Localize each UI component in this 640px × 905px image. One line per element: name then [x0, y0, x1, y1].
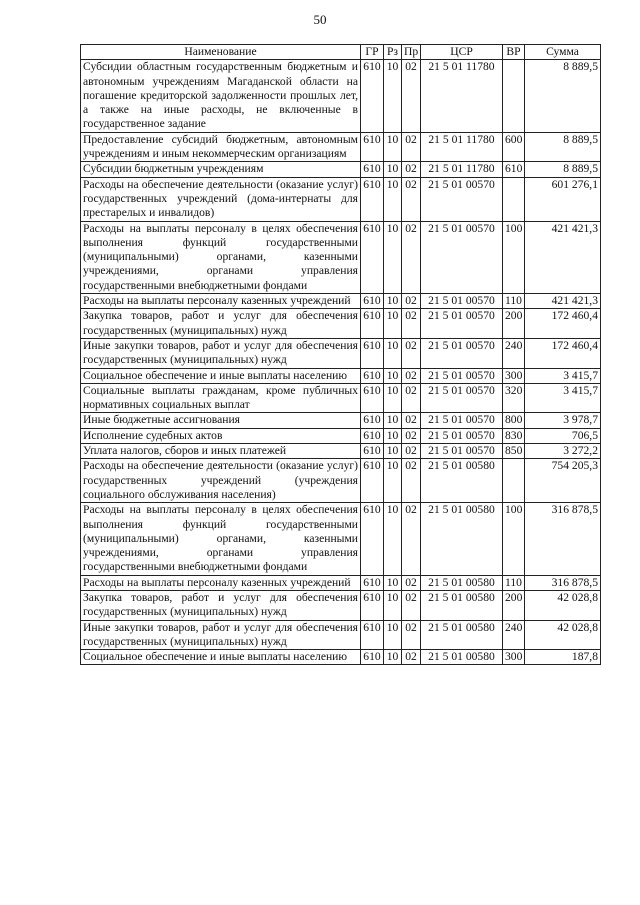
row-name: Расходы на обеспечение деятельности (оказание услуг) государственных учреждений (учреждения социального обслуживания населения) [81, 459, 361, 503]
row-pr: 02 [402, 338, 421, 368]
row-gr: 610 [361, 428, 384, 443]
row-vr: 600 [503, 132, 525, 162]
row-vr: 110 [503, 575, 525, 590]
row-vr: 320 [503, 383, 525, 413]
row-csr: 21 5 01 00580 [421, 650, 503, 665]
row-pr: 02 [402, 428, 421, 443]
row-gr: 610 [361, 294, 384, 309]
row-vr: 850 [503, 444, 525, 459]
row-pr: 02 [402, 444, 421, 459]
row-csr: 21 5 01 00570 [421, 309, 503, 339]
row-name: Социальные выплаты гражданам, кроме публичных нормативных социальных выплат [81, 383, 361, 413]
row-sum: 421 421,3 [525, 294, 601, 309]
budget-table [80, 44, 601, 665]
row-name: Социальное обеспечение и иные выплаты населению [81, 650, 361, 665]
row-name: Субсидии бюджетным учреждениям [81, 162, 361, 177]
row-sum: 601 276,1 [525, 177, 601, 221]
row-pr: 02 [402, 132, 421, 162]
row-name: Предоставление субсидий бюджетным, автономным учреждениям и иным некоммерческим организациям [81, 132, 361, 162]
row-sum: 172 460,4 [525, 338, 601, 368]
row-vr: 240 [503, 620, 525, 650]
row-name: Расходы на выплаты персоналу в целях обеспечения выполнения функций государственными (муниципальными) органами, казенными учреждениями, органами управления государственными внебюджетными фондами [81, 221, 361, 293]
row-rz: 10 [384, 177, 402, 221]
row-gr: 610 [361, 444, 384, 459]
row-csr: 21 5 01 00570 [421, 444, 503, 459]
row-pr: 02 [402, 309, 421, 339]
row-csr: 21 5 01 11780 [421, 162, 503, 177]
row-gr: 610 [361, 132, 384, 162]
row-gr: 610 [361, 177, 384, 221]
row-gr: 610 [361, 503, 384, 575]
row-sum: 3 415,7 [525, 368, 601, 383]
row-name: Социальное обеспечение и иные выплаты населению [81, 368, 361, 383]
page-number: 50 [313, 12, 327, 27]
table-row [81, 132, 601, 162]
row-sum: 3 415,7 [525, 383, 601, 413]
row-pr: 02 [402, 383, 421, 413]
row-rz: 10 [384, 503, 402, 575]
row-csr: 21 5 01 00570 [421, 383, 503, 413]
row-gr: 610 [361, 162, 384, 177]
row-vr: 240 [503, 338, 525, 368]
table-row [81, 428, 601, 443]
row-pr: 02 [402, 60, 421, 132]
row-vr: 200 [503, 309, 525, 339]
row-sum: 8 889,5 [525, 162, 601, 177]
row-csr: 21 5 01 00570 [421, 338, 503, 368]
row-name: Иные закупки товаров, работ и услуг для обеспечения государственных (муниципальных) нужд [81, 338, 361, 368]
row-pr: 02 [402, 650, 421, 665]
row-gr: 610 [361, 338, 384, 368]
row-name: Иные бюджетные ассигнования [81, 413, 361, 428]
row-gr: 610 [361, 459, 384, 503]
row-csr: 21 5 01 00570 [421, 177, 503, 221]
row-rz: 10 [384, 428, 402, 443]
row-csr: 21 5 01 00580 [421, 503, 503, 575]
row-gr: 610 [361, 60, 384, 132]
row-name: Исполнение судебных актов [81, 428, 361, 443]
row-rz: 10 [384, 413, 402, 428]
table-row [81, 575, 601, 590]
row-vr: 300 [503, 368, 525, 383]
row-csr: 21 5 01 00580 [421, 575, 503, 590]
row-csr: 21 5 01 00570 [421, 294, 503, 309]
row-gr: 610 [361, 221, 384, 293]
row-csr: 21 5 01 00570 [421, 368, 503, 383]
row-name: Расходы на выплаты персоналу казенных учреждений [81, 294, 361, 309]
row-pr: 02 [402, 413, 421, 428]
row-gr: 610 [361, 650, 384, 665]
row-vr: 300 [503, 650, 525, 665]
row-gr: 610 [361, 575, 384, 590]
table-row [81, 444, 601, 459]
row-pr: 02 [402, 368, 421, 383]
table-row [81, 338, 601, 368]
table-row [81, 459, 601, 503]
row-pr: 02 [402, 177, 421, 221]
row-rz: 10 [384, 309, 402, 339]
row-name: Уплата налогов, сборов и иных платежей [81, 444, 361, 459]
header-rz: Рз [384, 45, 402, 60]
row-vr [503, 177, 525, 221]
row-pr: 02 [402, 294, 421, 309]
row-gr: 610 [361, 383, 384, 413]
row-sum: 706,5 [525, 428, 601, 443]
row-sum: 3 978,7 [525, 413, 601, 428]
row-csr: 21 5 01 11780 [421, 60, 503, 132]
row-rz: 10 [384, 162, 402, 177]
row-pr: 02 [402, 620, 421, 650]
row-rz: 10 [384, 459, 402, 503]
row-vr: 100 [503, 503, 525, 575]
row-rz: 10 [384, 221, 402, 293]
row-rz: 10 [384, 368, 402, 383]
table-row [81, 221, 601, 293]
row-sum: 42 028,8 [525, 620, 601, 650]
row-csr: 21 5 01 11780 [421, 132, 503, 162]
row-vr: 800 [503, 413, 525, 428]
row-csr: 21 5 01 00580 [421, 590, 503, 620]
row-rz: 10 [384, 338, 402, 368]
row-csr: 21 5 01 00570 [421, 413, 503, 428]
row-rz: 10 [384, 575, 402, 590]
row-name: Закупка товаров, работ и услуг для обеспечения государственных (муниципальных) нужд [81, 309, 361, 339]
row-csr: 21 5 01 00570 [421, 428, 503, 443]
row-gr: 610 [361, 590, 384, 620]
header-name: Наименование [81, 45, 361, 60]
row-name: Расходы на выплаты персоналу в целях обеспечения выполнения функций государственными (муниципальными) органами, казенными учреждениями, органами управления государственными внебюджетными фондами [81, 503, 361, 575]
row-name: Расходы на обеспечение деятельности (оказание услуг) государственных учреждений (дома-интернаты для престарелых и инвалидов) [81, 177, 361, 221]
table-row [81, 650, 601, 665]
row-csr: 21 5 01 00580 [421, 620, 503, 650]
row-sum: 42 028,8 [525, 590, 601, 620]
table-row [81, 162, 601, 177]
row-pr: 02 [402, 162, 421, 177]
row-pr: 02 [402, 590, 421, 620]
row-pr: 02 [402, 503, 421, 575]
row-gr: 610 [361, 413, 384, 428]
header-pr: Пр [402, 45, 421, 60]
row-csr: 21 5 01 00570 [421, 221, 503, 293]
row-rz: 10 [384, 650, 402, 665]
row-sum: 316 878,5 [525, 575, 601, 590]
header-vr: ВР [503, 45, 525, 60]
row-sum: 8 889,5 [525, 60, 601, 132]
row-rz: 10 [384, 444, 402, 459]
row-name: Закупка товаров, работ и услуг для обеспечения государственных (муниципальных) нужд [81, 590, 361, 620]
row-pr: 02 [402, 221, 421, 293]
row-rz: 10 [384, 294, 402, 309]
table-row [81, 177, 601, 221]
table-row [81, 60, 601, 132]
row-vr: 830 [503, 428, 525, 443]
table-row [81, 383, 601, 413]
row-sum: 187,8 [525, 650, 601, 665]
table-row [81, 620, 601, 650]
row-pr: 02 [402, 459, 421, 503]
row-rz: 10 [384, 132, 402, 162]
row-vr: 100 [503, 221, 525, 293]
row-csr: 21 5 01 00580 [421, 459, 503, 503]
header-csr: ЦСР [421, 45, 503, 60]
row-gr: 610 [361, 620, 384, 650]
row-rz: 10 [384, 590, 402, 620]
header-row [81, 45, 601, 60]
row-vr: 110 [503, 294, 525, 309]
row-rz: 10 [384, 60, 402, 132]
row-name: Иные закупки товаров, работ и услуг для обеспечения государственных (муниципальных) нужд [81, 620, 361, 650]
table-row [81, 309, 601, 339]
row-vr [503, 459, 525, 503]
header-sum: Сумма [525, 45, 601, 60]
row-sum: 8 889,5 [525, 132, 601, 162]
row-sum: 754 205,3 [525, 459, 601, 503]
row-name: Субсидии областным государственным бюджетным и автономным учреждениям Магаданской области на погашение кредиторской задолженности прошлых лет, а также на иные расходы, не включенные в государственное задание [81, 60, 361, 132]
row-sum: 316 878,5 [525, 503, 601, 575]
row-gr: 610 [361, 309, 384, 339]
row-name: Расходы на выплаты персоналу казенных учреждений [81, 575, 361, 590]
row-gr: 610 [361, 368, 384, 383]
table-row [81, 294, 601, 309]
row-sum: 3 272,2 [525, 444, 601, 459]
row-vr: 200 [503, 590, 525, 620]
row-vr [503, 60, 525, 132]
row-vr: 610 [503, 162, 525, 177]
table-row [81, 590, 601, 620]
row-sum: 172 460,4 [525, 309, 601, 339]
table-row [81, 503, 601, 575]
row-pr: 02 [402, 575, 421, 590]
table-row [81, 368, 601, 383]
row-sum: 421 421,3 [525, 221, 601, 293]
row-rz: 10 [384, 620, 402, 650]
row-rz: 10 [384, 383, 402, 413]
header-gr: ГР [361, 45, 384, 60]
table-row [81, 413, 601, 428]
